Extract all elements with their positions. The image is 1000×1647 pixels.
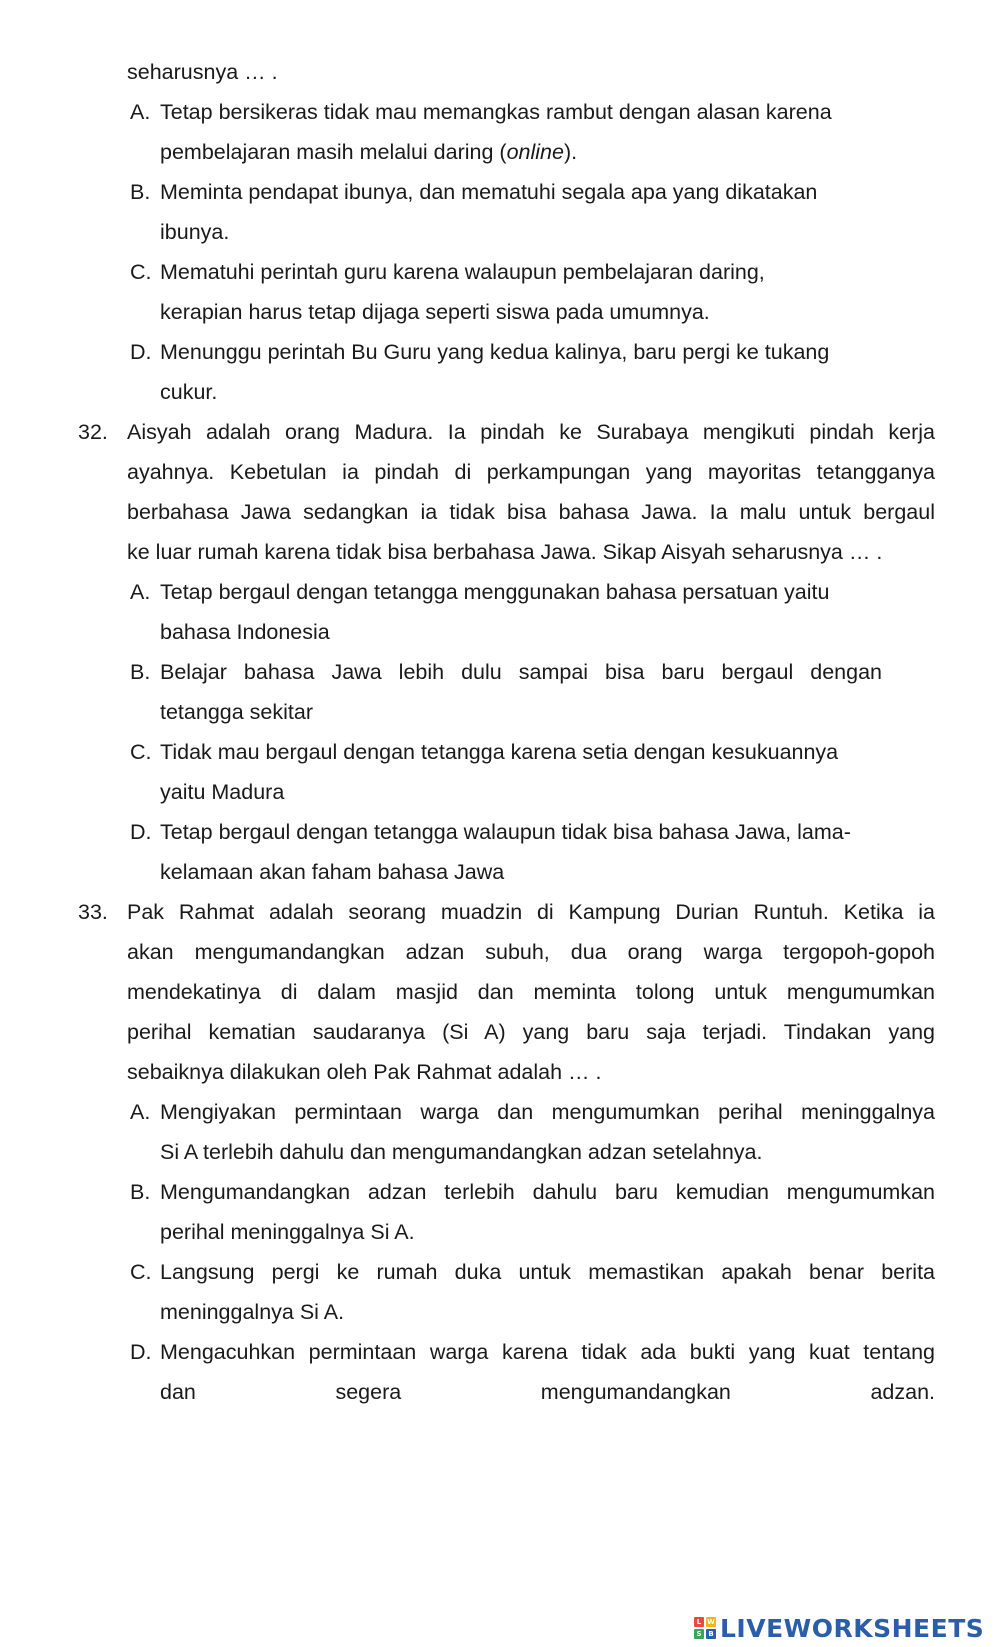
q33-option-c-line1: Langsung pergi ke rumah duka untuk memastikan apakah benar berita — [160, 1260, 935, 1284]
q32-option-a-line2: bahasa Indonesia — [160, 620, 330, 644]
logo-tile: W — [707, 1618, 715, 1626]
q33-option-c-letter: C. — [130, 1260, 152, 1284]
q32-option-c-letter: C. — [130, 740, 152, 764]
q33-stem-line: akan mengumandangkan adzan subuh, dua orang warga tergopoh-gopoh — [127, 940, 935, 964]
q32-option-d-letter: D. — [130, 820, 152, 844]
q32-option-b-line1: Belajar bahasa Jawa lebih dulu sampai bisa baru bergaul dengan — [160, 660, 882, 684]
q33-stem-line: perihal kematian saudaranya (Si A) yang baru saja terjadi. Tindakan yang — [127, 1020, 935, 1044]
logo-tile: B — [706, 1629, 716, 1639]
q33-stem-line: mendekatinya di dalam masjid dan meminta tolong untuk mengumumkan — [127, 980, 935, 1004]
q31-option-c-line1: Mematuhi perintah guru karena walaupun pembelajaran daring, — [160, 260, 765, 284]
q31-option-c-letter: C. — [130, 260, 152, 284]
q32-option-b-letter: B. — [130, 660, 151, 684]
q31-option-a-letter: A. — [130, 100, 151, 124]
liveworksheets-logo — [694, 1610, 984, 1646]
q31-option-b-line2: ibunya. — [160, 220, 230, 244]
q32-stem-line: ayahnya. Kebetulan ia pindah di perkampungan yang mayoritas tetangganya — [127, 460, 935, 484]
q32-option-c-line1: Tidak mau bergaul dengan tetangga karena setia dengan kesukuannya — [160, 740, 839, 764]
q33-stem-line: sebaiknya dilakukan oleh Pak Rahmat adalah … . — [127, 1060, 602, 1084]
q31-option-a-line1: Tetap bersikeras tidak mau memangkas rambut dengan alasan karena — [160, 100, 832, 124]
q31-stem-end: seharusnya … . — [127, 60, 278, 84]
q31-option-d-line2: cukur. — [160, 380, 218, 404]
q31-option-d-letter: D. — [130, 340, 152, 364]
q32-option-d-line1: Tetap bergaul dengan tetangga walaupun tidak bisa bahasa Jawa, lama- — [160, 820, 851, 844]
q33-number: 33. — [78, 900, 108, 924]
q33-option-a-line2: Si A terlebih dahulu dan mengumandangkan adzan setelahnya. — [160, 1140, 763, 1164]
q32-stem-line: berbahasa Jawa sedangkan ia tidak bisa bahasa Jawa. Ia malu untuk bergaul — [127, 500, 935, 524]
logo-tile: L — [694, 1617, 704, 1627]
q33-option-b-line1: Mengumandangkan adzan terlebih dahulu baru kemudian mengumumkan — [160, 1180, 935, 1204]
q33-option-b-letter: B. — [130, 1180, 151, 1204]
q33-option-b-line2: perihal meninggalnya Si A. — [160, 1220, 415, 1244]
q33-option-c-line2: meninggalnya Si A. — [160, 1300, 345, 1324]
q31-option-b-line1: Meminta pendapat ibunya, dan mematuhi segala apa yang dikatakan — [160, 180, 818, 204]
q32-option-c-line2: yaitu Madura — [160, 780, 285, 804]
q32-option-a-line1: Tetap bergaul dengan tetangga menggunakan bahasa persatuan yaitu — [160, 580, 830, 604]
q33-option-d-line2: dan segera mengumandangkan adzan. — [160, 1380, 935, 1404]
liveworksheets-logo-icon — [694, 1617, 716, 1639]
q33-option-d-line1: Mengacuhkan permintaan warga karena tidak ada bukti yang kuat tentang — [160, 1340, 935, 1364]
q32-number: 32. — [78, 420, 108, 444]
q32-option-d-line2: kelamaan akan faham bahasa Jawa — [160, 860, 505, 884]
logo-tile: S — [694, 1629, 704, 1639]
q33-option-a-line1: Mengiyakan permintaan warga dan mengumumkan perihal meninggalnya — [160, 1100, 935, 1124]
q31-option-a-line2: pembelajaran masih melalui daring (online). — [160, 140, 578, 164]
q33-option-d-letter: D. — [130, 1340, 152, 1364]
q32-option-b-line2: tetangga sekitar — [160, 700, 313, 724]
q33-option-a-letter: A. — [130, 1100, 151, 1124]
q31-option-d-line1: Menunggu perintah Bu Guru yang kedua kalinya, baru pergi ke tukang — [160, 340, 830, 364]
q32-stem-line: Aisyah adalah orang Madura. Ia pindah ke Surabaya mengikuti pindah kerja — [127, 420, 935, 444]
liveworksheets-logo-text: LIVEWORKSHEETS — [720, 1613, 985, 1643]
q32-stem-line: ke luar rumah karena tidak bisa berbahasa Jawa. Sikap Aisyah seharusnya … . — [127, 540, 883, 564]
q32-option-a-letter: A. — [130, 580, 151, 604]
q31-option-c-line2: kerapian harus tetap dijaga seperti siswa pada umumnya. — [160, 300, 710, 324]
q33-stem-line: Pak Rahmat adalah seorang muadzin di Kampung Durian Runtuh. Ketika ia — [127, 900, 935, 924]
q31-option-b-letter: B. — [130, 180, 151, 204]
